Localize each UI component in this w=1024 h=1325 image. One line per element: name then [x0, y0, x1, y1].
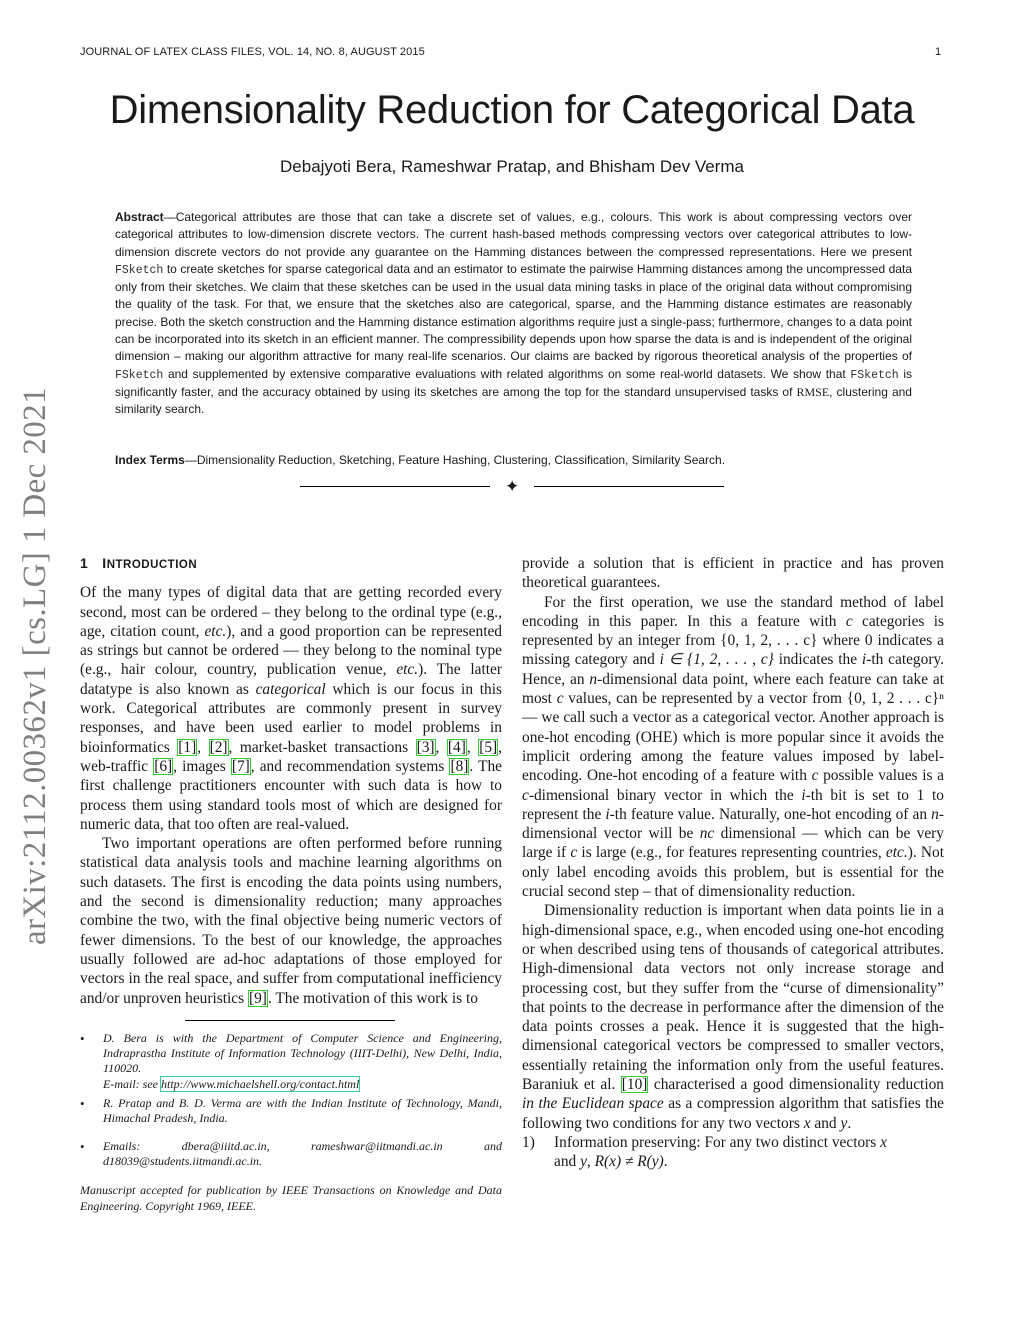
author-footnotes	[80, 1031, 502, 1169]
running-header: JOURNAL OF LATEX CLASS FILES, VOL. 14, NO. 8, AUGUST 2015	[80, 46, 425, 58]
manuscript-note: Manuscript accepted for publication by IEEE Transactions on Knowledge and Data Engineering. Copyright 1969, IEEE.	[80, 1183, 502, 1213]
index-terms-label: Index Terms	[115, 453, 185, 467]
citation-link[interactable]: [7]	[231, 757, 250, 775]
list-item: 1) Information preserving: For any two distinct vectors x and y, R(x) ≠ R(y).	[522, 1133, 887, 1171]
paragraph: provide a solution that is efficient in practice and has proven theoretical guarantees.	[522, 555, 944, 592]
fsketch-term: FSketch	[115, 263, 164, 277]
rmse-term: RMSE	[796, 384, 830, 399]
email-bera[interactable]: dbera@iiitd.ac.in,	[181, 1138, 270, 1153]
citation-link[interactable]: [9]	[248, 989, 267, 1007]
citation-link[interactable]: [10]	[621, 1076, 648, 1094]
paragraph: Of the many types of digital data that are getting recorded every second, most can be ordered – they belong to the ordinal type (e.g., age, citation count, etc.), and a good proportion can be represented as strings but cannot be ordered — they belong to the nominal type (e.g., hair colour, country, publication venue, etc.). The latter datatype is also known as categorical which is our focus in this work. Categorical attributes are commonly present in survey responses, and have been used earlier to model problems in bioinformatics [1], [2], market-basket transactions [3], [4], [5], web-traffic [6], images [7], and recommendation systems [8]. The first challenge practitioners encounter with such data is how to process them using standard tools most of which are designed for numeric data, that too often are real-valued.	[80, 584, 503, 833]
index-terms: Index Terms—Dimensionality Reduction, Sketching, Feature Hashing, Clustering, Classification, Similarity Search.	[115, 453, 726, 467]
citation-link[interactable]: [2]	[209, 738, 228, 756]
footnote-pratap-verma: • R. Pratap and B. D. Verma are with the Indian Institute of Technology, Mandi, Himachal Pradesh, India.	[80, 1096, 502, 1127]
footnote-emails: • Emails: dbera@iiitd.ac.in, rameshwar@iitmandi.ac.in and d18039@students.iitmandi.ac.in.	[80, 1139, 502, 1170]
separator-line-left	[300, 486, 490, 487]
abstract: Abstract—Categorical attributes are those that can take a discrete set of values, e.g., colours. This work is about compressing vectors over categorical attributes to low-dimension discrete vectors. The current hash-based methods compressing vectors over categorical attributes to low-dimension discrete vectors do not provide any guarantee on the Hamming distances between the compressed representations. Here we present FSketch to create sketches for sparse categorical data and an estimator to estimate the pairwise Hamming distances among the uncompressed data only from their sketches. We claim that these sketches can be used in the usual data mining tasks in place of the original data without compromising the quality of the task. For that, we ensure that the sketches also are categorical, sparse, and the Hamming distance estimates are reasonably precise. Both the sketch construction and the Hamming distance estimation algorithms require just a single-pass; furthermore, changes to a data point can be incorporated into its sketch in an efficient manner. The compressibility depends upon how sparse the data is and is independent of the original dimension – making our algorithm attractive for many real-life scenarios. Our claims are backed by rigorous theoretical analysis of the properties of FSketch and supplemented by extensive comparative evaluations with related algorithms on some real-world datasets. We show that FSketch is significantly faster, and the accuracy obtained by using its sketches are among the top for the standard unsupervised tasks of RMSE, clustering and similarity search.	[115, 210, 912, 417]
abstract-label: Abstract	[115, 210, 164, 224]
separator-line-right	[534, 486, 724, 487]
right-column	[522, 554, 944, 1172]
paragraph: Two important operations are often performed before running statistical data analysis tools and machine learning algorithms on such datasets. The first is encoding the data points using numbers, and the second is dimensionality reduction; many approaches combine the two, with the final objective being numeric vectors of fewer dimensions. To the best of our knowledge, the approaches usually followed are ad-hoc adaptations of those employed for vectors in the real space, and suffer from computational inefficiency and/or unproven heuristics [9]. The motivation of this work is to	[80, 835, 502, 1007]
page-number: 1	[935, 46, 942, 58]
fsketch-term: FSketch	[115, 368, 164, 382]
paragraph: Dimensionality reduction is important when data points lie in a high-dimensional space, e.g., when encoded using one-hot encoding or when described using tens of thousands of categorical attributes. High-dimensional data vectors not only increase storage and processing cost, but they suffer from the “curse of dimensionality” that points to the decrease in performance after the dimension of the data points crosses a peak. Hence it is suggested that the high-dimensional categorical vectors be compressed to smaller vectors, essentially retaining the information only from the useful features. Baraniuk et al. [10] characterised a good dimensionality reduction in the Euclidean space as a compression algorithm that satisfies the following two conditions for any two vectors x and y.	[522, 902, 945, 1132]
contact-link[interactable]: http://www.michaelshell.org/contact.html	[160, 1076, 360, 1091]
email-verma[interactable]: d18039@students.iitmandi.ac.in.	[103, 1153, 263, 1168]
author-list: Debajyoti Bera, Rameshwar Pratap, and Bhisham Dev Verma	[280, 157, 744, 176]
paper-title: Dimensionality Reduction for Categorical Data	[109, 88, 915, 132]
citation-link[interactable]: [5]	[479, 738, 498, 756]
section-heading-introduction: 1 INTRODUCTION	[80, 555, 198, 571]
fsketch-term: FSketch	[850, 368, 899, 382]
email-pratap[interactable]: rameshwar@iitmandi.ac.in	[310, 1138, 443, 1153]
citation-link[interactable]: [8]	[450, 757, 469, 775]
footnote-rule	[185, 1020, 395, 1021]
paragraph: For the first operation, we use the standard method of label encoding in this paper. In this a feature with c categories is represented by an integer from {0, 1, 2, . . . c} where 0 indicates a missing category and i ∈ {1, 2, . . . , c} indicates the i-th category. Hence, an n-dimensional data point, where each feature can take at most c values, can be represented by a vector from {0, 1, 2 . . . c}ⁿ — we call such a vector as a categorical vector. Another approach is one-hot encoding (OHE) which is more popular since it avoids the implicit ordering among the feature values imposed by label-encoding. One-hot encoding of a feature with c possible values is a c-dimensional binary vector in which the i-th bit is set to 1 to represent the i-th feature value. Naturally, one-hot encoding of an n-dimensional vector will be nc dimensional — which can be very large if c is large (e.g., for features representing countries, etc.). Not only label encoding avoids this problem, but is essential for the crucial second step – that of dimensionality reduction.	[522, 593, 945, 901]
citation-link[interactable]: [3]	[416, 738, 435, 756]
left-column	[80, 554, 502, 1214]
citation-link[interactable]: [6]	[154, 757, 173, 775]
diamond-icon: ✦	[505, 477, 520, 497]
citation-link[interactable]: [1]	[178, 738, 197, 756]
list-marker: 1)	[522, 1133, 535, 1151]
citation-link[interactable]: [4]	[447, 738, 466, 756]
section-separator	[300, 477, 724, 497]
footnote-bera: • D. Bera is with the Department of Computer Science and Engineering, Indraprastha Institute of Information Technology (IIIT-Delhi), New Delhi, India, 110020. E-mail: see http://www.michaelshell.org/contact.html	[80, 1031, 502, 1092]
arxiv-identifier[interactable]: arXiv:2112.00362v1 [cs.LG] 1 Dec 2021	[17, 387, 53, 945]
